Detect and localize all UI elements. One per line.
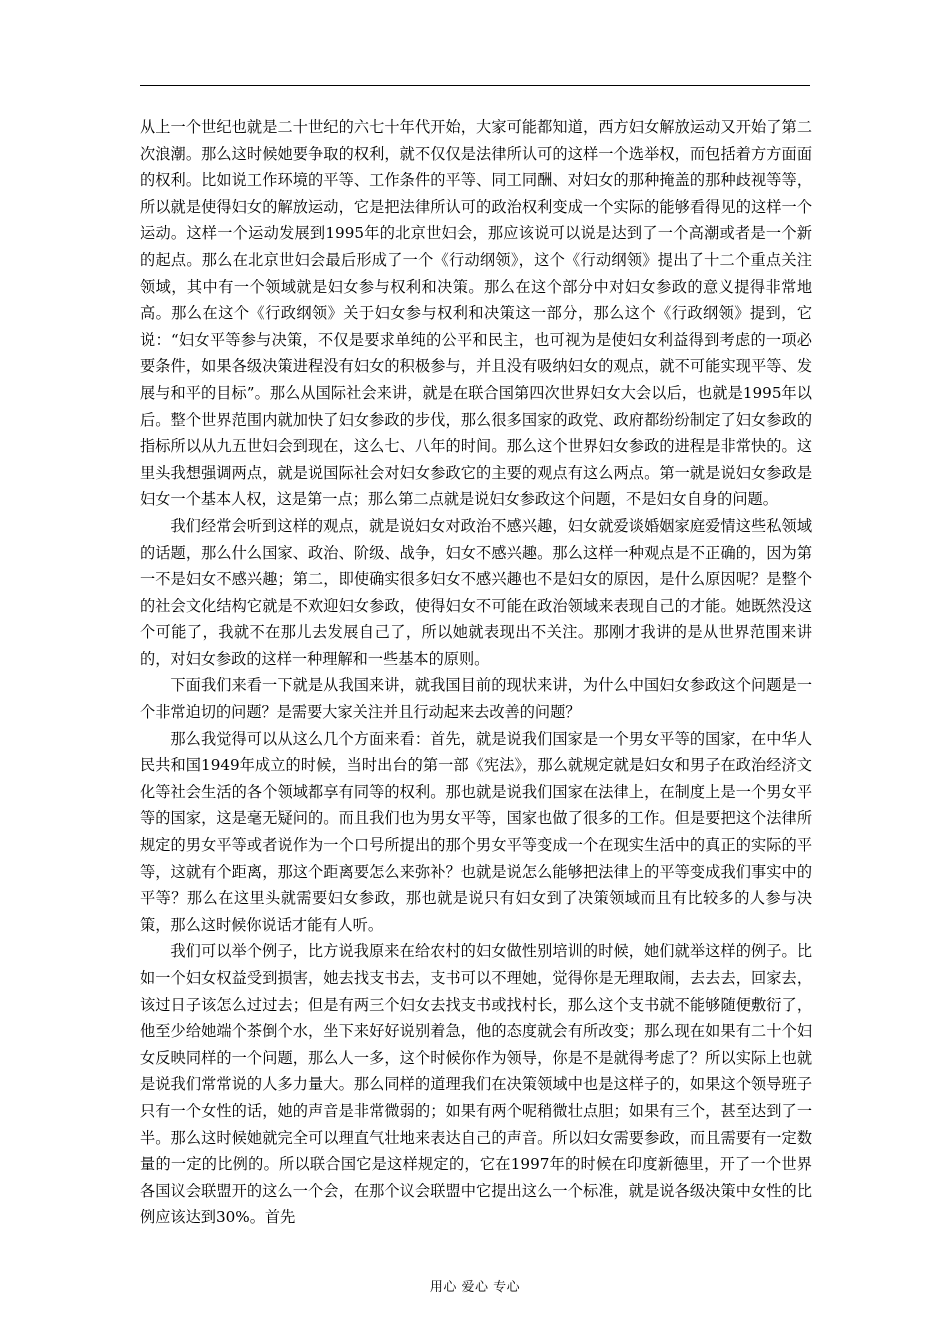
paragraph-4: 那么我觉得可以从这么几个方面来看：首先，就是说我们国家是一个男女平等的国家，在中华人民共和国1949年成立的时候，当时出台的第一部《宪法》，那么就规定就是妇女和男子在政治经济文化等社会生活的各个领域都享有同等的权利。那也就是说我们国家在法律上，在制度上是一个男女平等的国家，这是毫无疑问的。而且我们也为男女平等，国家也做了很多的工作。但是要把这个法律所规定的男女平等或者说作为一个口号所提出的那个男女平等变成一个在现实生活中的真正的实际的平等，这就有个距离，那这个距离要怎么来弥补？也就是说怎么能够把法律上的平等变成我们事实中的平等？那么在这里头就需要妇女参政，那也就是说只有妇女到了决策领域而且有比较多的人参与决策，那么这时候你说话才能有人听。 <box>140 729 812 934</box>
paragraph-3: 下面我们来看一下就是从我国来讲，就我国目前的现状来讲，为什么中国妇女参政这个问题是一个非常迫切的问题？是需要大家关注并且行动起来去改善的问题？ <box>140 676 812 722</box>
header-divider <box>140 85 810 86</box>
paragraph-5: 我们可以举个例子，比方说我原来在给农村的妇女做性别培训的时候，她们就举这样的例子。比如一个妇女权益受到损害，她去找支书去，支书可以不理她，觉得你是无理取闹，去去去，回家去，该过日子该怎么过过去；但是有两三个妇女去找支书或找村长，那么这个支书就不能够随便敷衍了，他至少给她端个茶倒个水，坐下来好好说别着急，他的态度就会有所改变；那么现在如果有二十个妇女反映同样的一个问题，那么人一多，这个时候你作为领导，你是不是就得考虑了？所以实际上也就是说我们常常说的人多力量大。那么同样的道理我们在决策领域中也是这样子的，如果这个领导班子只有一个女性的话，她的声音是非常微弱的；如果有两个呢稍微壮点胆；如果有三个，甚至达到了一半。那么这时候她就完全可以理直气壮地来表达自己的声音。所以妇女需要参政，而且需要有一定数量的一定的比例的。所以联合国它是这样规定的，它在1997年的时候在印度新德里，开了一个世界各国议会联盟开的这么一个会，在那个议会联盟中它提出这么一个标准，就是说各级决策中女性的比例应该达到30%。首先 <box>140 942 812 1227</box>
page-footer: 用心 爱心 专心 <box>429 1280 521 1295</box>
paragraph-2: 我们经常会听到这样的观点，就是说妇女对政治不感兴趣，妇女就爱谈婚姻家庭爱情这些私领域的话题，那么什么国家、政治、阶级、战争，妇女不感兴趣。那么这样一种观点是不正确的，因为第一不是妇女不感兴趣；第二，即使确实很多妇女不感兴趣也不是妇女的原因，是什么原因呢？是整个的社会文化结构它就是不欢迎妇女参政，使得妇女不可能在政治领域来表现自己的才能。她既然没这个可能了，我就不在那儿去发展自己了，所以她就表现出不关注。那刚才我讲的是从世界范围来讲的，对妇女参政的这样一种理解和一些基本的原则。 <box>140 516 812 668</box>
paragraph-1: 从上一个世纪也就是二十世纪的六七十年代开始，大家可能都知道，西方妇女解放运动又开始了第二次浪潮。那么这时候她要争取的权利，就不仅仅是法律所认可的这样一个选举权，而包括着方方面面的权利。比如说工作环境的平等、工作条件的平等、同工同酬、对妇女的那种掩盖的那种歧视等等，所以就是使得妇女的解放运动，它是把法律所认可的政治权利变成一个实际的能够看得见的这样一个运动。这样一个运动发展到1995年的北京世妇会，那应该说可以说是达到了一个高潮或者是一个新的起点。那么在北京世妇会最后形成了一个《行动纲领》，这个《行动纲领》提出了十二个重点关注领域，其中有一个领域就是妇女参与权利和决策。那么在这个部分中对妇女参政的意义提得非常地高。那么在这个《行政纲领》关于妇女参与权利和决策这一部分，那么这个《行政纲领》提到，它说：“妇女平等参与决策，不仅是要求单纯的公平和民主，也可视为是使妇女利益得到考虑的一项必要条件，如果各级决策进程没有妇女的积极参与，并且没有吸纳妇女的观点，就不可能实现平等、发展与和平的目标”。那么从国际社会来讲，就是在联合国第四次世界妇女大会以后，也就是1995年以后。整个世界范围内就加快了妇女参政的步伐，那么很多国家的政党、政府都纷纷制定了妇女参政的指标所以从九五世妇会到现在，这么七、八年的时间。那么这个世界妇女参政的进程是非常快的。这里头我想强调两点，就是说国际社会对妇女参政它的主要的观点有这么两点。第一就是说妇女参政是妇女一个基本人权，这是第一点；那么第二点就是说妇女参政这个问题，不是妇女自身的问题。 <box>140 118 812 509</box>
body-text <box>140 114 812 1231</box>
